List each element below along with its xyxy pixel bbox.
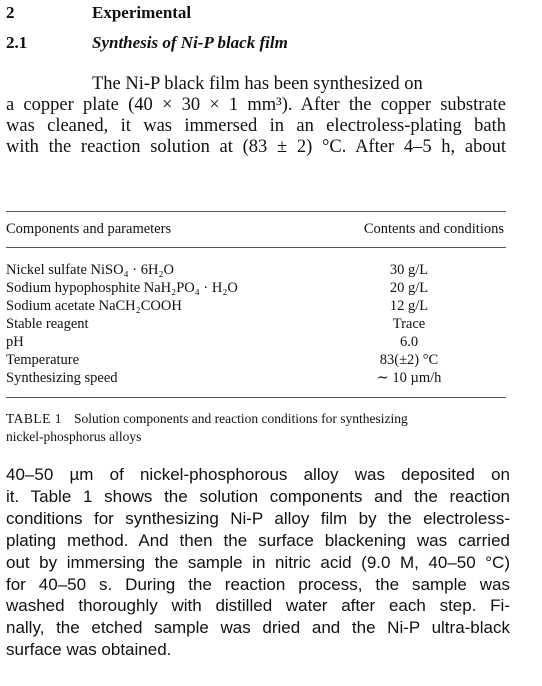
body-line: surface was obtained. [6,640,172,660]
table-cell-value: 6.0 [399,334,419,350]
table-caption-text: nickel-phosphorus alloys [6,429,142,444]
subsection-number: 2.1 [6,33,28,52]
table-cell-component: Nickel sulfate NiSO₄ · 6H₂O [6,262,174,278]
table-cell-component: Sodium hypophosphite NaH₂PO₄ · H₂O [6,280,238,296]
table-caption-text: Solution components and reaction conditions for synthesizing [74,411,408,426]
body-line: washed thoroughly with distilled water after each step. Fi- [6,596,510,616]
table-cell-value: 30 g/L [389,262,429,278]
body-line: nally, the etched sample was dried and the Ni-P ultra-black [6,618,510,638]
table-cell-component: Temperature [6,352,80,368]
intro-line: a copper plate (40 × 30 × 1 mm³). After the copper substrate [6,95,506,115]
section-number: 2 [6,3,15,22]
table-caption-label: TABLE 1 [6,411,63,426]
table-header-rule [6,247,506,248]
table-cell-component: pH [6,334,24,350]
table-row [6,334,506,352]
table-cell-value: 83(±2) °C [379,352,439,368]
body-line: conditions for synthesizing Ni-P alloy film by the electroless- [6,508,510,528]
intro-line: with the reaction solution at (83 ± 2) °C. After 4–5 h, about [6,137,506,157]
table-header-components: Components and parameters [6,221,172,237]
body-line: 40–50 µm of nickel-phosphorous alloy was deposited on [6,465,510,484]
table-cell-value: 12 g/L [389,298,429,314]
table-row [6,316,506,334]
table-cell-value: Trace [392,316,426,332]
body-line: plating method. And then the surface blackening was carried [6,530,510,550]
table-bottom-rule [6,397,506,398]
intro-line: was cleaned, it was immersed in an electroless-plating bath [6,116,506,136]
table-cell-component: Sodium acetate NaCH₂COOH [6,298,182,314]
table-header-conditions: Contents and conditions [363,221,504,237]
body-line: for 40–50 s. During the reaction process, the sample was [6,574,510,594]
table-row [6,370,506,388]
table-caption [6,410,506,446]
subsection-title: Synthesis of Ni-P black film [92,33,288,52]
section-title: Experimental [92,3,192,22]
table-cell-component: Stable reagent [6,316,89,332]
intro-paragraph [6,74,506,158]
table-cell-value: ∼ 10 µm/h [376,370,442,386]
table-cell-component: Synthesizing speed [6,370,118,386]
table-header [6,221,506,241]
body-line: it. Table 1 shows the solution components and the reaction [6,486,510,506]
table-cell-value: 20 g/L [389,280,429,296]
table-row [6,280,506,298]
table-row [6,298,506,316]
table-top-rule [6,211,506,212]
intro-line: The Ni-P black film has been synthesized on [92,74,423,94]
table-row [6,352,506,370]
table-body [6,262,506,392]
body-line: out by immersing the sample in nitric acid (9.0 M, 40–50 °C) [6,552,510,572]
table-row [6,262,506,280]
body-paragraph [6,464,510,661]
